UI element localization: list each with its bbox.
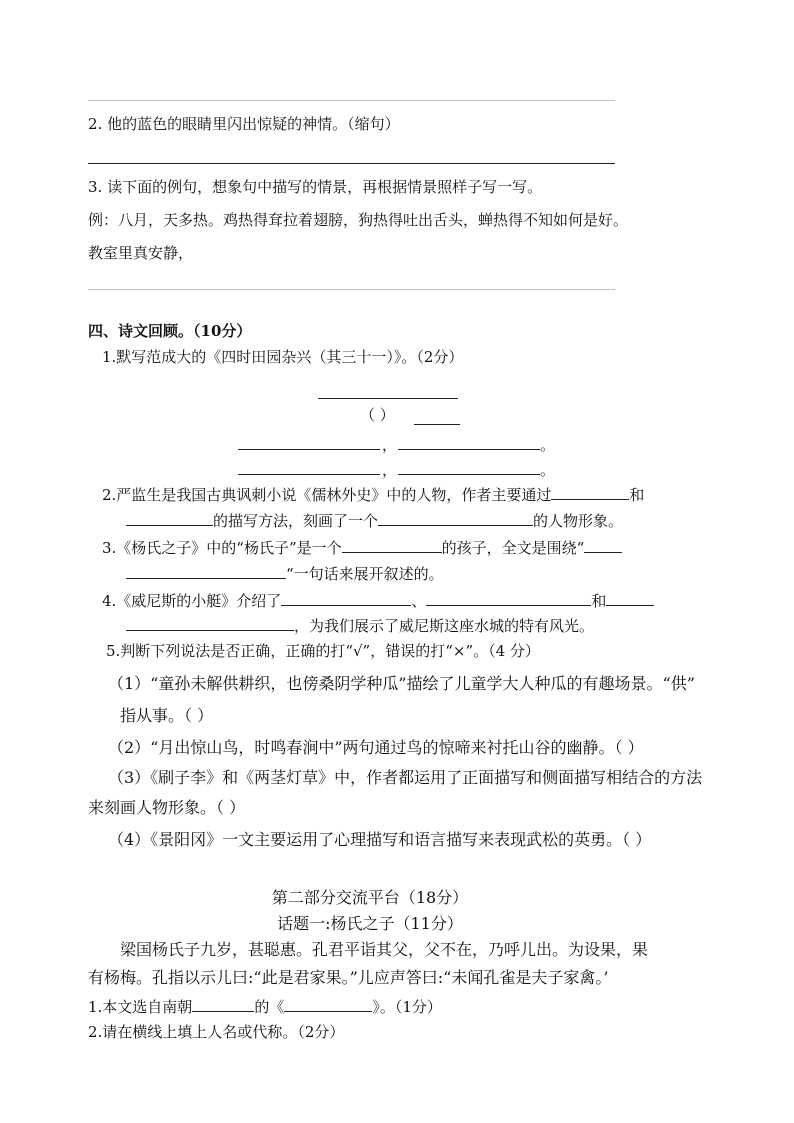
judge-item-4: （4）《景阳冈》一文主要运用了心理描写和语言描写来表现武松的英勇。（ ）	[108, 830, 652, 849]
poem-title-blank[interactable]	[318, 398, 458, 399]
judge-item-1b: 指从事。（ ）	[120, 706, 214, 725]
poem-author-paren: （ ）	[360, 406, 395, 424]
section-4-q3-line2	[126, 563, 444, 584]
passage-line-2: 有杨梅。孔指以示儿曰:“此是君家果。”儿应声答曰:“未闻孔雀是夫子家禽。’	[88, 968, 609, 987]
q4-blank-2[interactable]	[426, 590, 591, 606]
judge-item-2: （2）“月出惊山鸟，时鸣春涧中”两句通过鸟的惊啼来衬托山谷的幽静。（ ）	[108, 738, 644, 757]
answer-line	[88, 100, 615, 101]
p2-q1-text-a: 1.本文选自南朝	[88, 998, 193, 1016]
q4-text-c: 和	[591, 592, 607, 610]
classroom-sentence: 教室里真安静，	[88, 244, 194, 262]
q2-text-c: 的描写方法，刻画了一个	[213, 512, 379, 530]
question-2: 2. 他的蓝色的眼睛里闪出惊疑的神情。（缩句）	[88, 115, 400, 133]
section-4-q2-line1	[102, 484, 644, 505]
part-2-q1	[88, 996, 442, 1017]
q3-text-a: 3.《杨氏之子》中的“杨氏子”是一个	[102, 539, 342, 557]
poem-period: 。	[540, 436, 556, 454]
part-2-title: 第二部分交流平台（18分）	[271, 888, 469, 907]
q4-text-b: 、	[411, 592, 427, 610]
poem-period: 。	[540, 461, 556, 479]
part-2-subtitle: 话题一:杨氏之子（11分）	[277, 914, 463, 933]
q4-blank-3[interactable]	[606, 590, 654, 606]
q2-text-b: 和	[629, 486, 645, 504]
question-3: 3. 读下面的例句，想象句中描写的情景，再根据情景照样子写一写。	[88, 178, 543, 196]
q2-blank-1[interactable]	[551, 484, 629, 500]
section-4-q2-line2	[126, 510, 623, 531]
q2-blank-2[interactable]	[126, 510, 213, 526]
judge-item-3a: （3）《刷子李》和《两茎灯草》中，作者都运用了正面描写和侧面描写相结合的方法	[108, 768, 703, 787]
p2-q1-blank-1[interactable]	[192, 996, 254, 1012]
q3-blank-3[interactable]	[126, 563, 286, 579]
answer-line[interactable]	[88, 163, 615, 164]
poem-comma: ，	[382, 436, 398, 454]
example-sentence: 例：八月，天多热。鸡热得耷拉着翅膀，狗热得吐出舌头，蝉热得不知如何是好。	[88, 211, 629, 229]
judge-item-1a: （1）“童孙未解供耕织，也傍桑阴学种瓜”描绘了儿童学大人种瓜的有趣场景。“供”	[108, 674, 695, 693]
poem-line-blank[interactable]	[238, 474, 380, 475]
q2-text-a: 2.严监生是我国古典讽刺小说《儒林外史》中的人物，作者主要通过	[102, 486, 552, 504]
section-4-q4-line2	[126, 615, 594, 636]
answer-line[interactable]	[88, 289, 615, 290]
poem-author-blank[interactable]	[414, 424, 460, 425]
part-2-q2: 2.请在横线上填上人名或代称。（2分）	[88, 1023, 345, 1041]
p2-q1-text-b: 的《	[254, 998, 285, 1016]
q4-text-d: ，为我们展示了威尼斯这座水城的特有风光。	[294, 617, 595, 635]
q2-blank-3[interactable]	[378, 510, 533, 526]
section-4-q1: 1.默写范成大的《四时田园杂兴（其三十一）》。（2分）	[102, 348, 464, 366]
section-4-q3-line1	[102, 537, 622, 558]
q4-blank-4[interactable]	[126, 615, 294, 631]
poem-comma: ，	[382, 461, 398, 479]
judge-item-3b: 来刻画人物形象。（ ）	[88, 798, 246, 817]
poem-line-blank[interactable]	[238, 449, 380, 450]
passage-line-1: 梁国杨氏子九岁，甚聪惠。孔君平诣其父，父不在，乃呼儿出。为设果，果	[120, 940, 649, 959]
section-4-q4-line1	[102, 590, 654, 611]
q3-blank-2[interactable]	[584, 537, 622, 553]
poem-line-blank[interactable]	[398, 449, 540, 450]
q3-text-b: 的孩子，全文是围绕“	[441, 539, 585, 557]
q3-text-c: “一句话来展开叙述的。	[286, 565, 444, 583]
q4-text-a: 4.《威尼斯的小艇》介绍了	[102, 592, 282, 610]
section-4-heading: 四、诗文回顾。（10分）	[88, 322, 252, 340]
p2-q1-blank-2[interactable]	[284, 996, 372, 1012]
poem-line-blank[interactable]	[398, 474, 540, 475]
q4-blank-1[interactable]	[281, 590, 411, 606]
q3-blank-1[interactable]	[342, 537, 442, 553]
p2-q1-text-c: 》。（1分）	[372, 998, 442, 1016]
section-4-q5: 5.判断下列说法是否正确，正确的打“√”，错误的打“×”。（4 分）	[106, 642, 540, 660]
q2-text-d: 的人物形象。	[533, 512, 624, 530]
